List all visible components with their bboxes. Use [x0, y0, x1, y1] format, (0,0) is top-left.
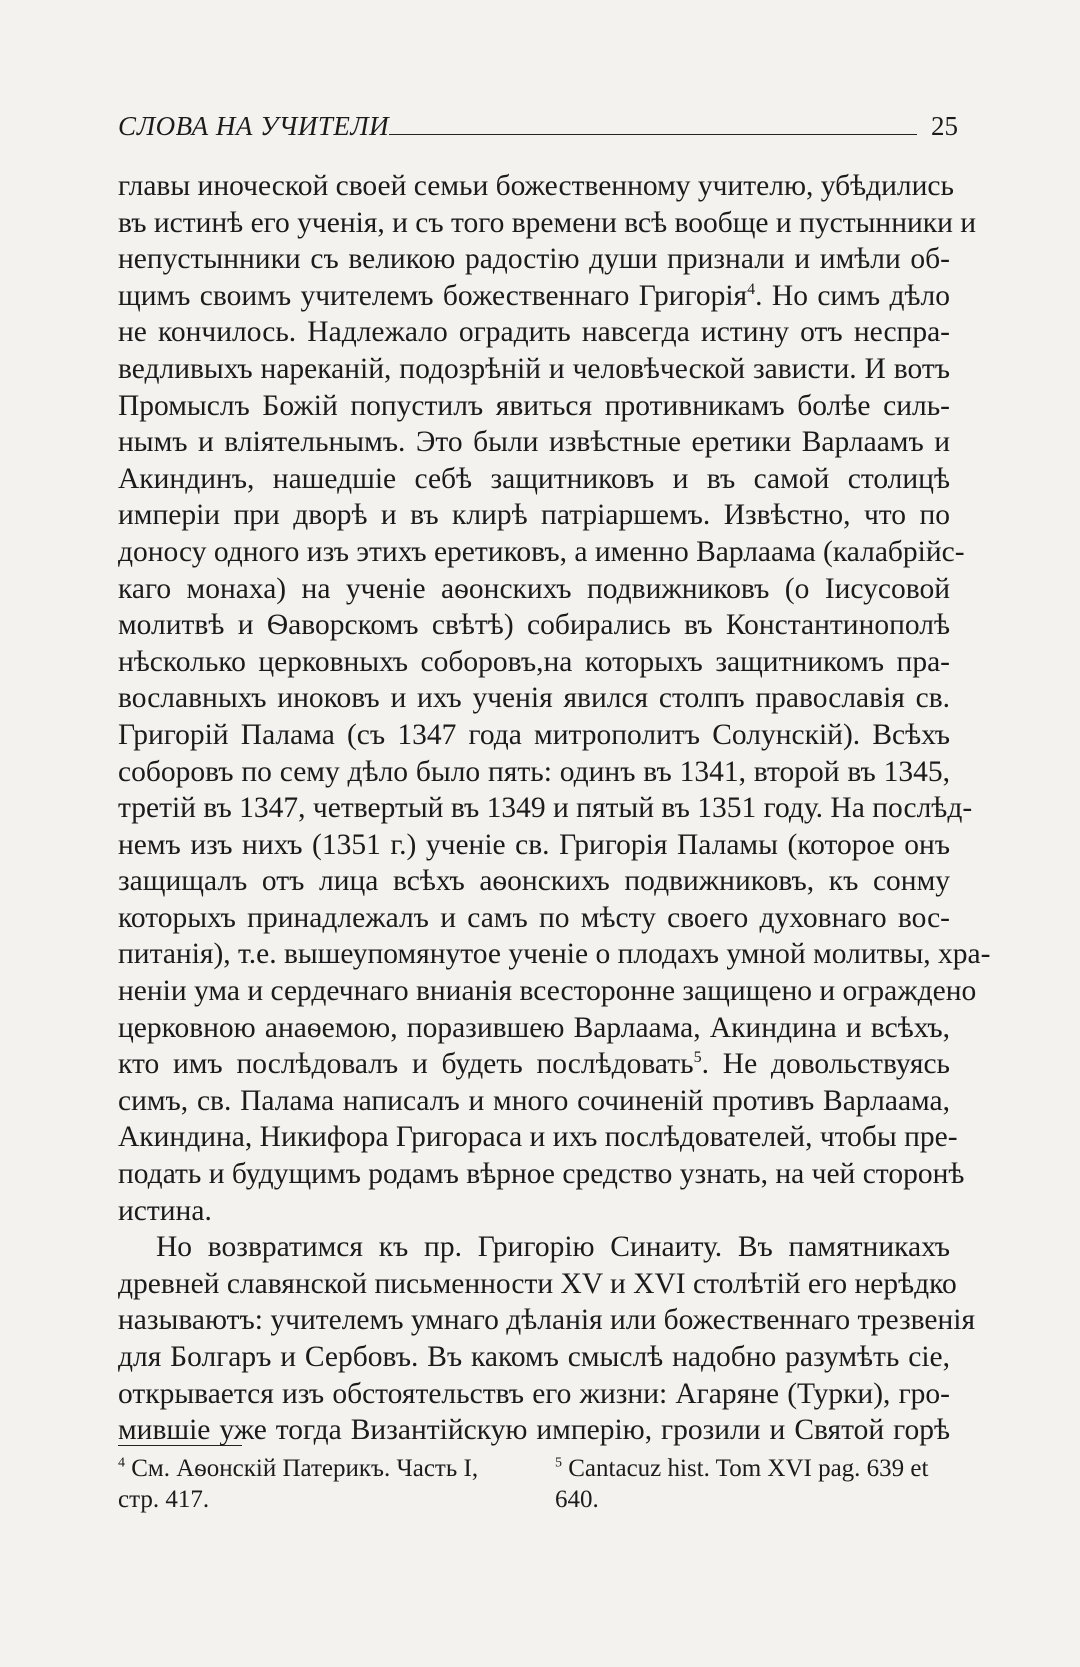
- text-fragment: . Не довольствуясь: [701, 1048, 950, 1081]
- text-line: главы иноческой своей семьи божественному учителю, убѣдились: [118, 170, 954, 202]
- text-line: Григорій Палама (съ 1347 года митрополитъ Солунскій). Всѣхъ: [118, 718, 950, 751]
- text-line: каго монаха) на ученіе аѳонскихъ подвижниковъ (о Іисусовой: [118, 572, 950, 605]
- running-head: [118, 106, 958, 142]
- text-line: которыхъ принадлежалъ и самъ по мѣсту своего духовнаго вос-: [118, 901, 950, 934]
- text-line: мившіе уже тогда Византійскую имперію, грозили и Святой горѣ: [118, 1414, 950, 1447]
- text-line: не кончилось. Надлежало оградить навсегда истину отъ неспра-: [118, 316, 950, 349]
- text-line: Но возвратимся къ пр. Григорію Синаиту. Въ памятникахъ: [156, 1231, 950, 1264]
- text-line: для Болгаръ и Сербовъ. Въ какомъ смыслѣ надобно разумѣть сіе,: [118, 1341, 950, 1373]
- footnote-ref: 4: [747, 280, 756, 298]
- text-line: защищалъ отъ лица всѣхъ аѳонскихъ подвижниковъ, къ сонму: [118, 865, 950, 898]
- text-fragment: кто имъ послѣдовалъ и будеть послѣдовать: [118, 1048, 694, 1081]
- text-line: церковною анаѳемою, поразившею Варлаама, Акиндина и всѣхъ,: [118, 1011, 950, 1044]
- text-line: въ истинѣ его ученія, и съ того времени всѣ вообще и пустынники и: [118, 206, 977, 239]
- footnote-mark: 5: [555, 1455, 562, 1471]
- text-line: Промыслъ Божій попустилъ явиться противникамъ болѣе силь-: [118, 389, 950, 422]
- page-number: 25: [931, 111, 958, 141]
- text-line: Акиндинъ, нашедшіе себѣ защитниковъ и въ самой столицѣ: [118, 462, 950, 495]
- text-line: третій въ 1347, четвертый въ 1349 и пятый въ 1351 году. На послѣд-: [118, 792, 973, 825]
- text-line: Акиндина, Никифора Григораса и ихъ послѣдователей, чтобы пре-: [118, 1121, 958, 1154]
- text-line: нымъ и вліятельнымъ. Это были извѣстные еретики Варлаамъ и: [118, 426, 950, 459]
- footnote-mark: 4: [118, 1455, 125, 1471]
- text-fragment: . Но симъ дѣло: [755, 279, 950, 312]
- text-line: [118, 1046, 950, 1083]
- text-line: немъ изъ нихъ (1351 г.) ученіе св. Григорія Паламы (которое онъ: [118, 828, 950, 861]
- text-line: доносу одного изъ этихъ еретиковъ, а именно Варлаама (калабрійс-: [118, 535, 965, 568]
- footnote: [555, 1453, 950, 1515]
- footnotes: [118, 1453, 950, 1515]
- text-line: открывается изъ обстоятельствъ его жизни: Агаряне (Турки), гро-: [118, 1377, 950, 1410]
- text-line: истина.: [118, 1194, 212, 1227]
- text-line: питанія), т.е. вышеупомянутое ученіе о плодахъ умной молитвы, хра-: [118, 938, 991, 971]
- text-line: непустынники съ великою радостію души признали и имѣли об-: [118, 243, 950, 276]
- text-line: древней славянской письменности XV и XVI столѣтій его нерѣдко: [118, 1267, 957, 1300]
- text-line: называютъ: учителемъ умнаго дѣланія или божественнаго трезвенія: [118, 1304, 976, 1337]
- body-text: [118, 168, 991, 1449]
- text-line: соборовъ по сему дѣло было пять: одинъ въ 1341, второй въ 1345,: [118, 755, 950, 788]
- text-line: подать и будущимъ родамъ вѣрное средство узнать, на чей сторонѣ: [118, 1158, 965, 1191]
- footnote: [118, 1453, 513, 1515]
- text-fragment: щимъ своимъ учителемъ божественнаго Григорія: [118, 279, 748, 312]
- text-line: нѣсколько церковныхъ соборовъ,на которыхъ защитникомъ пра-: [118, 645, 950, 678]
- text-line: вославныхъ иноковъ и ихъ ученія явился столпъ православія св.: [118, 682, 950, 715]
- footnote-text: Cantacuz hist. Tom XVI pag. 639 et 640.: [555, 1455, 929, 1513]
- running-title: СЛОВА НА УЧИТЕЛИ: [118, 111, 390, 141]
- text-line: имперіи при дворѣ и въ клирѣ патріаршемъ. Извѣстно, что по: [118, 499, 950, 532]
- text-line: неніи ума и сердечнаго вниaнія всесторонне защищено и ограждено: [118, 975, 977, 1008]
- footnote-rule: [118, 1445, 242, 1446]
- footnote-text: См. Аѳонскій Патерикъ. Часть I, стр. 417.: [118, 1455, 479, 1513]
- text-line: молитвѣ и Ѳаворскомъ свѣтѣ) собирались въ Константинополѣ: [118, 609, 950, 642]
- text-line: ведливыхъ нареканій, подозрѣній и человѣческой зависти. И вотъ: [118, 352, 950, 385]
- text-line: [118, 278, 950, 315]
- footnote-ref: 5: [693, 1049, 702, 1067]
- text-line: симъ, св. Палама написалъ и много сочиненій противъ Варлаама,: [118, 1084, 950, 1117]
- header-rule: [389, 134, 917, 135]
